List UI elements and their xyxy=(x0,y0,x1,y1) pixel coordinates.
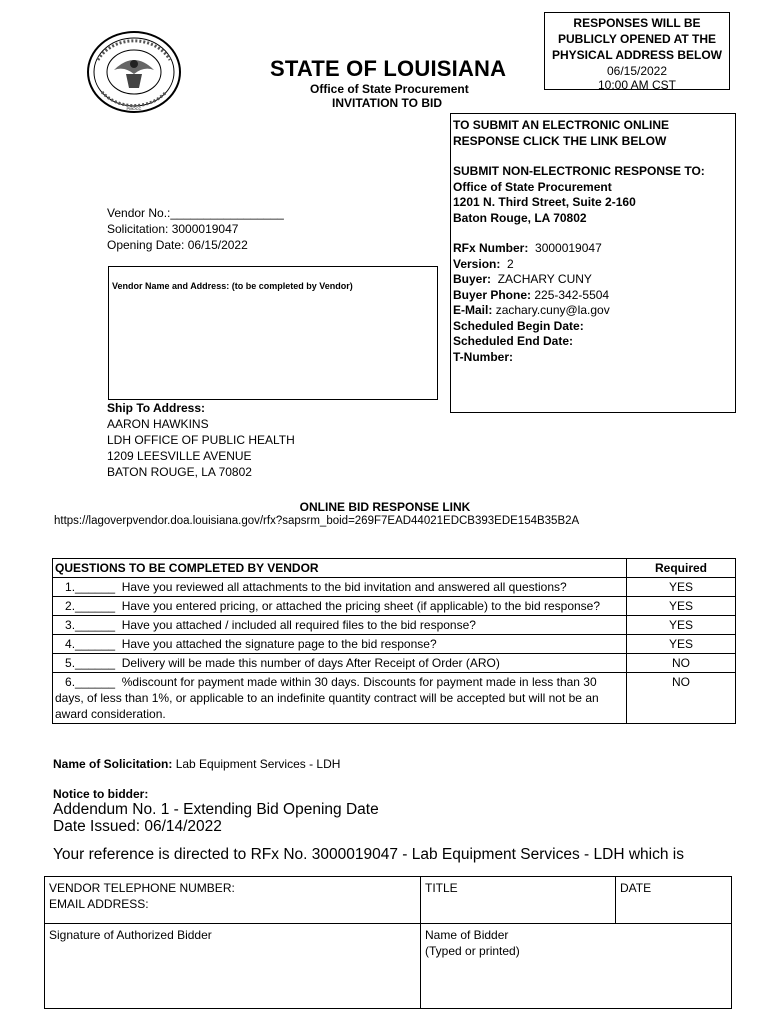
solicitation-name xyxy=(53,757,340,771)
table-row xyxy=(53,673,736,724)
signature-label: Signature of Authorized Bidder xyxy=(49,928,212,942)
open-date: 06/15/2022 xyxy=(606,64,668,78)
svg-text:PMOCC: PMOCC xyxy=(126,106,142,111)
date-label: DATE xyxy=(620,881,652,895)
vendor-email-label: EMAIL ADDRESS: xyxy=(49,897,149,911)
opening-date: Opening Date: 06/15/2022 xyxy=(107,238,248,252)
office-name: Office of State Procurement xyxy=(310,82,469,96)
t-number-label: T-Number: xyxy=(453,349,513,364)
table-row xyxy=(53,616,736,635)
bidder-name-sublabel: (Typed or printed) xyxy=(425,944,520,958)
email-value[interactable]: zachary.cuny@la.gov xyxy=(495,303,610,317)
address-line-3: Baton Rouge, LA 70802 xyxy=(453,210,587,225)
buyer-phone-value: 225-342-5504 xyxy=(534,287,610,302)
buyer-label: Buyer: xyxy=(453,272,492,286)
version-row xyxy=(453,257,733,273)
required-value: YES xyxy=(627,616,736,635)
electronic-line-1: TO SUBMIT AN ELECTRONIC ONLINE xyxy=(453,118,669,132)
question-text[interactable]: 3.______ Have you attached / included all required files to the bid response? xyxy=(53,616,627,635)
required-value: YES xyxy=(627,635,736,654)
signature-table xyxy=(44,876,732,1009)
rfx-label: RFx Number: xyxy=(453,241,529,255)
document-type: INVITATION TO BID xyxy=(332,96,442,110)
required-value: YES xyxy=(627,597,736,616)
rfx-value: 3000019047 xyxy=(535,241,602,255)
bidder-name-cell[interactable] xyxy=(421,924,732,1009)
address-line-2: 1201 N. Third Street, Suite 2-160 xyxy=(453,195,636,209)
table-row xyxy=(53,597,736,616)
ship-line: AARON HAWKINS xyxy=(107,417,209,431)
ship-line: 1209 LEESVILLE AVENUE xyxy=(107,449,252,463)
question-text[interactable]: 2.______ Have you entered pricing, or attached the pricing sheet (if applicable) to the bid response? xyxy=(53,597,627,616)
open-time: 10:00 AM CST xyxy=(597,78,677,92)
vendor-number: Vendor No.:_________________ xyxy=(107,206,284,220)
online-link-heading: ONLINE BID RESPONSE LINK xyxy=(299,500,471,514)
table-row xyxy=(53,654,736,673)
vendor-box-label: Vendor Name and Address: (to be completed by Vendor) xyxy=(112,281,353,291)
title-label: TITLE xyxy=(425,881,458,895)
bidder-name-label: Name of Bidder xyxy=(425,928,509,942)
ship-to-address xyxy=(107,400,295,480)
question-text[interactable]: 1.______ Have you reviewed all attachments to the bid invitation and answered all questions? xyxy=(53,578,627,597)
responses-notice-box xyxy=(544,12,730,90)
responses-line-2: PUBLICLY OPENED AT THE xyxy=(557,32,717,46)
vendor-questions-table xyxy=(52,558,736,724)
address-line-1: Office of State Procurement xyxy=(453,179,612,194)
nonelectronic-title: SUBMIT NON-ELECTRONIC RESPONSE TO: xyxy=(453,164,705,178)
version-label: Version: xyxy=(453,256,501,271)
vendor-name-address-box[interactable] xyxy=(108,266,438,400)
buyer-row xyxy=(453,272,733,288)
required-value: YES xyxy=(627,578,736,597)
reference-text: Your reference is directed to RFx No. 3000019047 - Lab Equipment Services - LDH which is xyxy=(53,846,684,863)
ship-line: BATON ROUGE, LA 70802 xyxy=(107,465,252,479)
vendor-info xyxy=(107,205,284,253)
question-text[interactable]: 5.______ Delivery will be made this number of days After Receipt of Order (ARO) xyxy=(53,654,627,673)
buyer-value: ZACHARY CUNY xyxy=(497,272,592,286)
notice-label: Notice to bidder: xyxy=(53,787,149,801)
rfx-number-row xyxy=(453,241,733,257)
submission-info-box xyxy=(450,113,736,413)
addendum-info xyxy=(53,801,379,835)
responses-line-1: RESPONSES WILL BE xyxy=(573,16,701,30)
responses-line-3: PHYSICAL ADDRESS BELOW xyxy=(551,48,722,62)
table-header-row xyxy=(53,559,736,578)
state-seal-icon xyxy=(84,30,184,114)
ship-to-label: Ship To Address: xyxy=(107,401,206,415)
questions-header: QUESTIONS TO BE COMPLETED BY VENDOR xyxy=(53,559,627,578)
electronic-line-2: RESPONSE CLICK THE LINK BELOW xyxy=(453,133,667,148)
solicitation-value: Lab Equipment Services - LDH xyxy=(175,757,341,771)
page-title: STATE OF LOUISIANA xyxy=(270,56,507,81)
begin-date-label: Scheduled Begin Date: xyxy=(453,318,584,333)
buyer-phone-row xyxy=(453,288,733,304)
date-cell[interactable] xyxy=(616,877,732,924)
title-cell[interactable] xyxy=(421,877,616,924)
buyer-phone-label: Buyer Phone: xyxy=(453,287,532,302)
required-value: NO xyxy=(627,673,736,724)
question-text[interactable]: 4.______ Have you attached the signature page to the bid response? xyxy=(53,635,627,654)
table-row xyxy=(45,877,732,924)
solicitation-label: Name of Solicitation: xyxy=(53,757,173,771)
table-row xyxy=(53,635,736,654)
vendor-contact-cell[interactable] xyxy=(45,877,421,924)
email-label: E-Mail: xyxy=(453,303,493,317)
addendum-title: Addendum No. 1 - Extending Bid Opening Date xyxy=(53,801,379,818)
vendor-phone-label: VENDOR TELEPHONE NUMBER: xyxy=(49,881,235,895)
table-row xyxy=(45,924,732,1009)
addendum-date: Date Issued: 06/14/2022 xyxy=(53,818,222,835)
table-row xyxy=(53,578,736,597)
email-row xyxy=(453,303,733,319)
version-value: 2 xyxy=(507,256,514,271)
required-header: Required xyxy=(627,559,736,578)
signature-cell[interactable] xyxy=(45,924,421,1009)
required-value: NO xyxy=(627,654,736,673)
end-date-label: Scheduled End Date: xyxy=(453,334,574,348)
ship-line: LDH OFFICE OF PUBLIC HEALTH xyxy=(107,433,295,447)
online-bid-link[interactable]: https://lagoverpvendor.doa.louisiana.gov/rfx?sapsrm_boid=269F7EAD44021EDCB393EDE154B35B2A xyxy=(54,515,580,527)
question-text[interactable]: 6.______ %discount for payment made within 30 days. Discounts for payment made in less than 30 days, of less than 1%, or applicable to an indefinite quantity contract will be accepted but will not be an award consideration. xyxy=(53,673,627,724)
solicitation-number: Solicitation: 3000019047 xyxy=(107,222,239,236)
